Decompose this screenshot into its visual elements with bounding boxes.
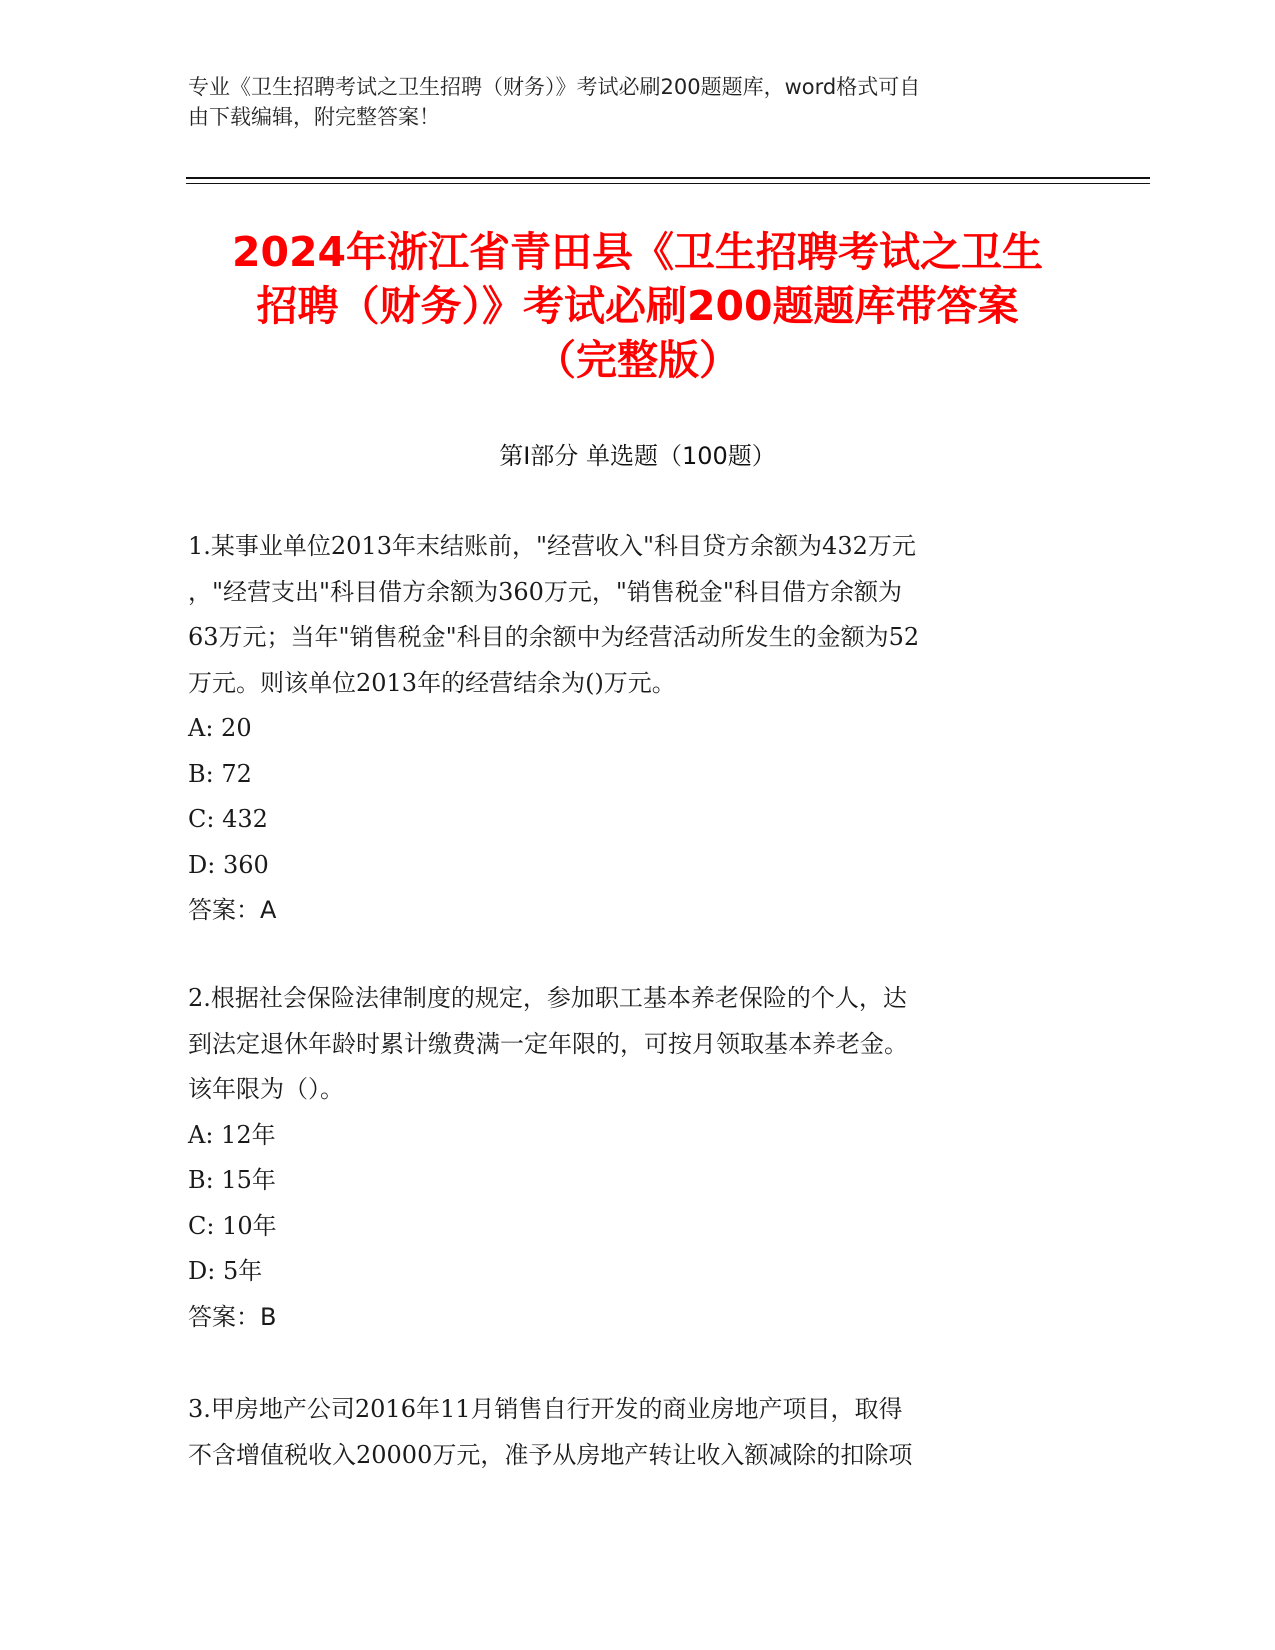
title-line: 招聘（财务）》考试必刷200题题库带答案 [256, 282, 1019, 330]
question-item [188, 1387, 1088, 1478]
question-stem-line: 63万元；当年"销售税金"科目的余额中为经营活动所发生的金额为52 [188, 623, 920, 651]
question-stem-line: 该年限为（）。 [188, 1075, 344, 1103]
question-item [188, 976, 1088, 1340]
question-stem-line: 不含增值税收入20000万元，准予从房地产转让收入额减除的扣除项 [188, 1440, 913, 1469]
section-heading: 第I部分 单选题（100题） [499, 442, 776, 470]
header-note-line: 由下载编辑，附完整答案！ [188, 105, 440, 129]
question-item [188, 524, 1088, 934]
option-d: D: 360 [188, 850, 269, 879]
option-c: C: 432 [188, 805, 268, 833]
header-divider-thin [186, 183, 1150, 184]
option-b: B: 72 [188, 759, 252, 788]
question-stem [188, 524, 1088, 706]
question-stem-line: 3.甲房地产公司2016年11月销售自行开发的商业房地产项目，取得 [188, 1395, 903, 1423]
option-a: A: 20 [188, 714, 252, 742]
question-stem [188, 976, 1088, 1113]
question-stem-line: 2.根据社会保险法律制度的规定，参加职工基本养老保险的个人，达 [188, 984, 907, 1012]
document-title [150, 225, 1125, 387]
option-c: C: 10年 [188, 1211, 277, 1240]
header-divider-thick [186, 177, 1150, 179]
option-d: D: 5年 [188, 1257, 263, 1285]
option-b: B: 15年 [188, 1166, 276, 1194]
question-stem-line: 到法定退休年龄时累计缴费满一定年限的，可按月领取基本养老金。 [188, 1029, 908, 1058]
title-line: 2024年浙江省青田县《卫生招聘考试之卫生 [231, 228, 1044, 276]
answer-label: 答案：A [188, 896, 277, 924]
option-a: A: 12年 [188, 1120, 276, 1149]
header-note-line: 专业《卫生招聘考试之卫生招聘（财务）》考试必刷200题题库，word格式可自 [188, 75, 921, 99]
answer-label: 答案：B [188, 1302, 277, 1331]
question-stem-line: 1.某事业单位2013年末结账前，"经营收入"科目贷方余额为432万元 [188, 532, 916, 560]
question-stem-line: 万元。则该单位2013年的经营结余为()万元。 [188, 668, 676, 697]
question-stem-line: ，"经营支出"科目借方余额为360万元，"销售税金"科目借方余额为 [188, 577, 902, 606]
title-line: （完整版） [535, 336, 740, 384]
header-note [188, 72, 1088, 132]
question-stem [188, 1387, 1088, 1478]
